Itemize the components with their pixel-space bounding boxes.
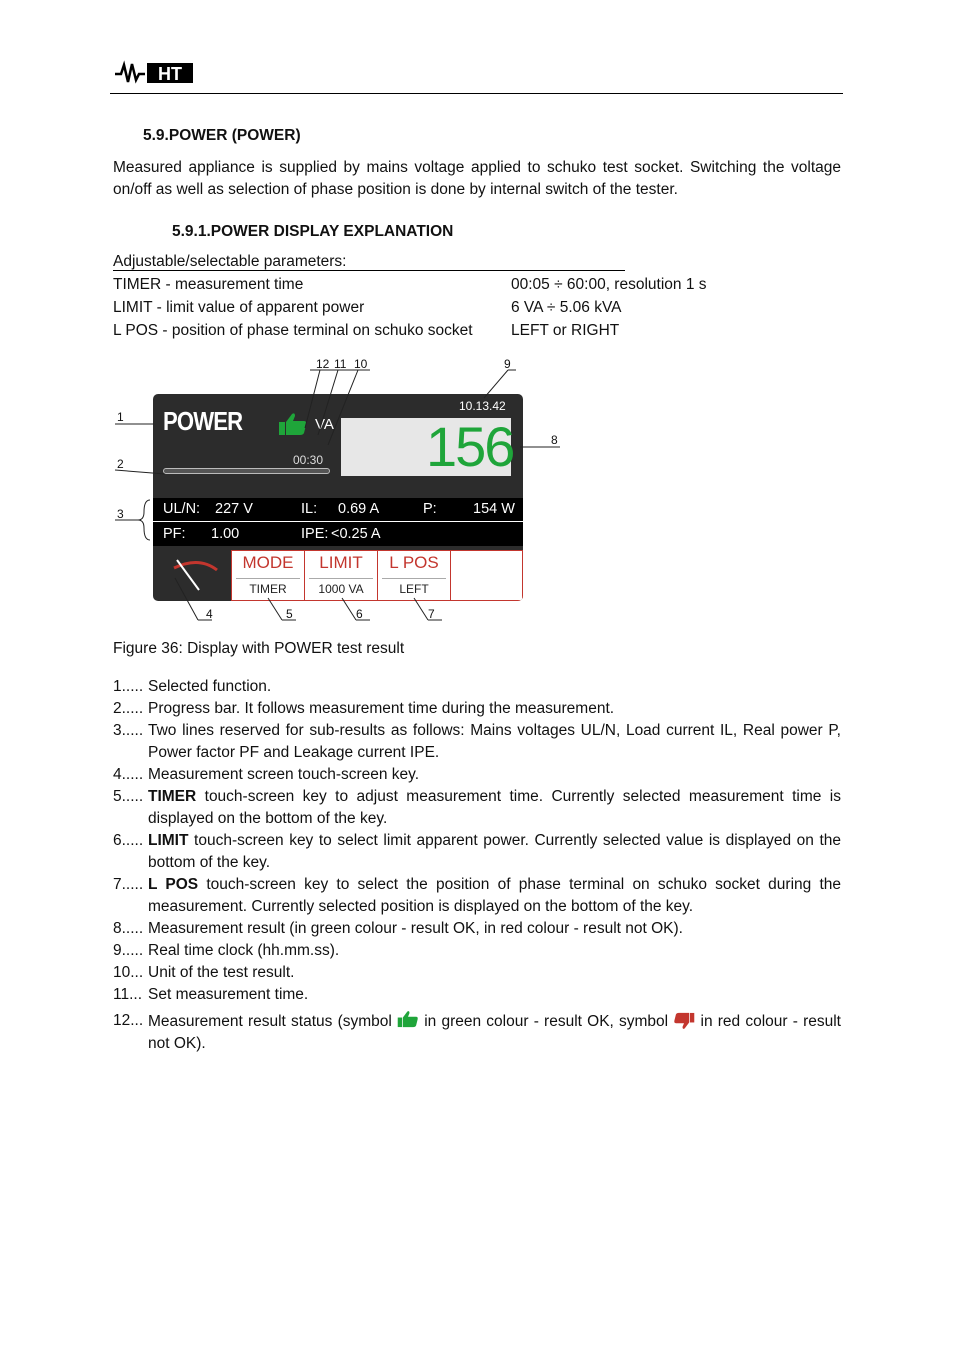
section-intro: Measured appliance is supplied by mains voltage applied to schuko test socket. Switching the voltage on/off as well as selection of phase position is done by internal switch of the tester. — [113, 159, 841, 198]
logo-text: HT — [158, 64, 182, 84]
callout-8: 8 — [551, 433, 558, 447]
callout-6: 6 — [356, 607, 363, 621]
header-rule — [110, 93, 843, 94]
list-item: 6..... LIMIT touch-screen key to select limit apparent power. Currently selected value is displayed on the bottom of the key. — [113, 832, 841, 871]
sub-results-row-1: UL/N: 227 V IL: 0.69 A P: 154 W — [163, 501, 515, 517]
callout-2: 2 — [117, 457, 124, 471]
callout-5: 5 — [286, 607, 293, 621]
callout-4: 4 — [206, 607, 213, 621]
callout-11: 11 — [334, 357, 347, 371]
figure-caption: Figure 36: Display with POWER test result — [113, 640, 405, 657]
list-item: 5..... TIMER touch-screen key to adjust measurement time. Currently selected measurement time is displayed on the bottom of the key. — [113, 788, 841, 827]
sub-results-row-2: PF: 1.00 IPE: <0.25 A — [163, 526, 381, 542]
list-item: 9..... Real time clock (hh.mm.ss). — [113, 942, 340, 959]
screen-result-value: 156 — [426, 415, 514, 478]
param-row-limit: LIMIT - limit value of apparent power 6 VA ÷ 5.06 kVA — [113, 299, 622, 316]
lpos-key[interactable]: L POS LEFT — [378, 551, 451, 600]
list-item: 8..... Measurement result (in green colour - result OK, in red colour - result not OK). — [113, 920, 683, 937]
list-item: 7..... L POS touch-screen key to select the position of phase terminal on schuko socket during the measurement. Currently selected position is displayed on the bottom of the key. — [113, 876, 841, 915]
list-item: 2..... Progress bar. It follows measurement time during the measurement. — [113, 700, 615, 717]
limit-key[interactable]: LIMIT 1000 VA — [305, 551, 378, 600]
param-row-lpos: L POS - position of phase terminal on schuko socket LEFT or RIGHT — [113, 322, 620, 339]
subsection-heading: 5.9.1.POWER DISPLAY EXPLANATION — [172, 223, 454, 240]
screen-clock: 10.13.42 — [459, 399, 506, 413]
screen-function-title: POWER — [163, 406, 243, 436]
callout-9: 9 — [504, 357, 511, 371]
callout-1: 1 — [117, 410, 124, 424]
list-item: 11... Set measurement time. — [113, 986, 309, 1003]
parameters-underline — [113, 270, 625, 271]
thumbs-up-icon — [397, 1010, 419, 1028]
ht-logo — [113, 60, 195, 86]
screen-set-time: 00:30 — [293, 453, 324, 467]
section-heading: 5.9.POWER (POWER) — [143, 127, 301, 144]
parameters-heading: Adjustable/selectable parameters: — [113, 253, 347, 270]
list-item: 4..... Measurement screen touch-screen key. — [113, 766, 420, 783]
list-item: 1..... Selected function. — [113, 678, 272, 695]
list-item: 3..... Two lines reserved for sub-results as follows: Mains voltages UL/N, Load current IL, Real power P, Power factor PF and Leakage current IPE. — [113, 722, 841, 761]
figure-callouts — [100, 350, 580, 630]
callout-3: 3 — [117, 507, 124, 521]
callout-12: 12 — [316, 357, 330, 371]
param-row-timer: TIMER - measurement time 00:05 ÷ 60:00, resolution 1 s — [113, 276, 707, 293]
list-item: 10... Unit of the test result. — [113, 964, 295, 981]
mode-key[interactable]: MODE TIMER — [232, 551, 305, 600]
callout-7: 7 — [428, 607, 435, 621]
screen-result-unit: VA — [315, 416, 334, 433]
callout-10: 10 — [354, 357, 368, 371]
list-item: 12... Measurement result status (symbol in green colour - result OK, symbol in red colour - result not OK). — [113, 1012, 841, 1052]
thumbs-down-icon — [673, 1012, 695, 1030]
legend-list — [113, 676, 841, 1055]
